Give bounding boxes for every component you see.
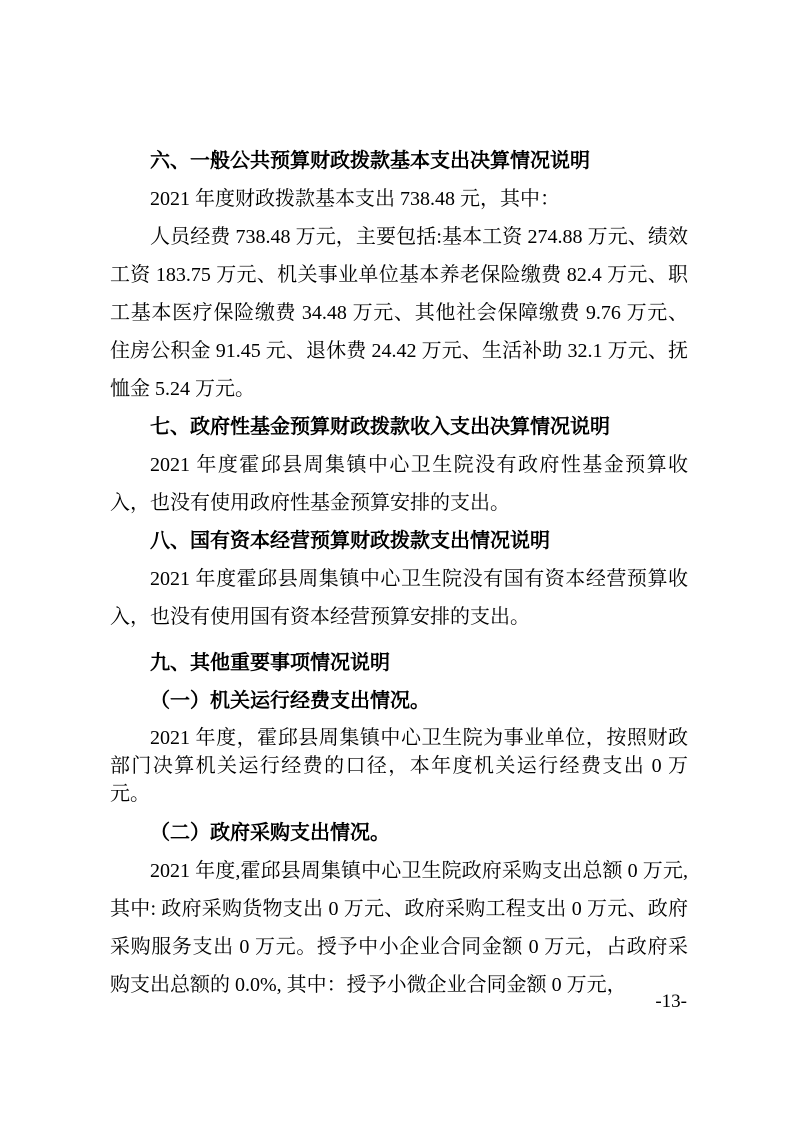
heading-section-eight: 八、国有资本经营预算财政拨款支出情况说明 [150,530,550,552]
heading-section-six: 六、一般公共预算财政拨款基本支出决算情况说明 [150,150,590,172]
paragraph-government-fund-budget: 2021 年度霍邱县周集镇中心卫生院没有政府性基金预算收入，也没有使用政府性基金预算安排的支出。 [110,454,688,514]
paragraph-state-capital-budget: 2021 年度霍邱县周集镇中心卫生院没有国有资本经营预算收入，也没有使用国有资本经营预算安排的支出。 [110,568,688,628]
subheading-government-procurement: （二）政府采购支出情况。 [150,822,390,844]
heading-section-nine: 九、其他重要事项情况说明 [150,652,390,674]
paragraph-agency-operating-expenses: 2021 年度，霍邱县周集镇中心卫生院为事业单位，按照财政部门决算机关运行经费的口径，本年度机关运行经费支出 0 万元。 [110,727,688,805]
paragraph-personnel-expenses-detail: 人员经费 738.48 万元，主要包括:基本工资 274.88 万元、绩效工资 183.75 万元、机关事业单位基本养老保险缴费 82.4 万元、职工基本医疗保险缴费 34.48 万元、其他社会保障缴费 9.76 万元、住房公积金 91.45 元、退休费 24.42 万元、生活补助 32.1 万元、抚恤金 5.24 万元。 [110,226,688,400]
heading-section-seven: 七、政府性基金预算财政拨款收入支出决算情况说明 [150,416,610,438]
paragraph-government-procurement-detail: 2021 年度,霍邱县周集镇中心卫生院政府采购支出总额 0 万元, 其中: 政府采购货物支出 0 万元、政府采购工程支出 0 万元、政府采购服务支出 0 万元。授予中小企业合同金额 0 万元，占政府采购支出总额的 0.0%, 其中：授予小微企业合同金额 0 万元， [110,860,688,996]
subheading-agency-operating-expenses: （一）机关运行经费支出情况。 [150,690,430,712]
page-number: -13- [655,991,687,1012]
paragraph-basic-expenditure-total: 2021 年度财政拨款基本支出 738.48 元，其中： [150,188,560,210]
document-content [110,142,688,1004]
